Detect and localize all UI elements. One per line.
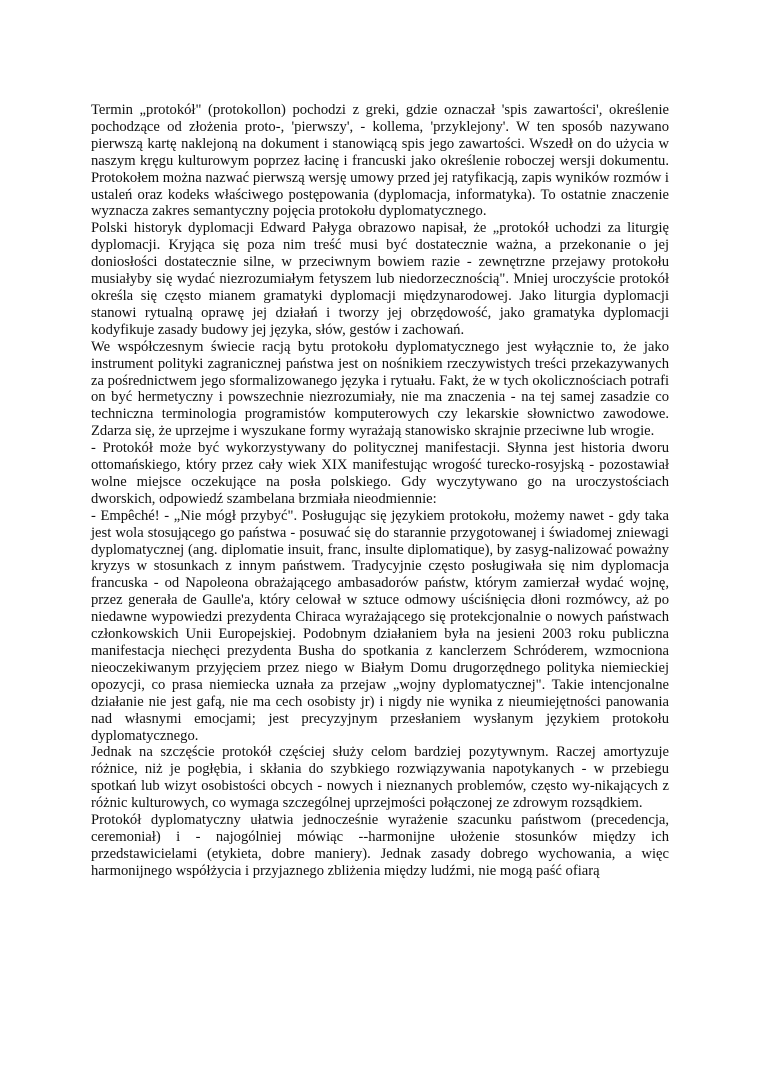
paragraph-palyga-quote: Polski historyk dyplomacji Edward Pałyga obrazowo napisał, że „protokół uchodzi za liturgię dyplomacji. Kryjąca się poza nim treść musi być dostatecznie ważna, a przekonanie o jej doniosłości dostatecznie silne, w przeciwnym bowiem razie - zewnętrzne przejawy protokołu musiałyby się wydać niezrozumiałym fetyszem lub niedorzecznością". Mniej uroczyście protokół określa się często mianem gramatyki dyplomacji międzynarodowej. Jako liturgia dyplomacji stanowi rytualną oprawę jej działań i tworzy jej obrzędowość, jako gramatyka dyplomacji kodyfikuje zasady budowy jej języka, słów, gestów i zachowań. — [91, 220, 669, 338]
paragraph-empeche: - Empêché! - „Nie mógł przybyć". Posługując się językiem protokołu, możemy nawet - gdy taka jest wola stosującego go państwa - posuwać się do starannie przygotowanej i świadomej zniewagi dyplomatycznej (ang. diplomatie insuit, franc, insulte diplomatique), by zasyg-nalizować poważny kryzys w stosunkach z innym państwem. Tradycyjnie często posługiwała się nim dyplomacja francuska - od Napoleona obrażającego ambasadorów państw, którym zamierzał wydać wojnę, przez generała de Gaulle'a, który celował w sztuce odmowy uściśnięcia dłoni rozmówcy, aż po niedawne wypowiedzi prezydenta Chiraca wyrażającego się protekcjonalnie o nowych państwach członkowskich Unii Europejskiej. Podobnym działaniem była na jesieni 2003 roku publiczna manifestacja niechęci prezydenta Busha do spotkania z kanclerzem Schróderem, wzmocniona nieoczekiwanym przyjęciem przez niego w Białym Domu drugorzędnego polityka niemieckiej opozycji, co prasa niemiecka uznała za przejaw „wojny dyplomatycznej". Takie intencjonalne działanie nie jest gafą, nie ma cech osobisty jr) i nigdy nie wynika z nieumiejętności panowania nad własnymi emocjami; jest precyzyjnym przesłaniem wysłanym językiem protokołu dyplomatycznego. — [91, 507, 669, 744]
paragraph-ottoman-court: - Protokół może być wykorzystywany do politycznej manifestacji. Słynna jest historia dworu ottomańskiego, który przez cały wiek XIX manifestując wrogość turecko-rosyjską - pozostawiał wolne miejsce oczekujące na posła polskiego. Gdy wyczytywano go na uroczystościach dworskich, odpowiedź szambelana brzmiała nieodmiennie: — [91, 440, 669, 507]
paragraph-positive-goals: Jednak na szczęście protokół częściej służy celom bardziej pozytywnym. Raczej amortyzuje różnice, niż je pogłębia, i skłania do szybkiego rozwiązywania napotykanych - w przebiegu spotkań lub wizyt osobistości obcych - nowych i nieznanych problemów, często wy-nikających z różnic kulturowych, co wymaga szczególnej uprzejmości połączonej ze zdrowym rozsądkiem. — [91, 744, 669, 812]
paragraph-term-origin: Termin „protokół" (protokollon) pochodzi z greki, gdzie oznaczał 'spis zawartości', określenie pochodzące od złożenia proto-, 'pierwszy', - kollema, 'przyklejony'. W ten sposób nazywano pierwszą kartę naklejoną na dokument i stanowiącą spis jego zawartości. Wszedł on do użycia w naszym kręgu kulturowym poprzez łacinę i francuski jako określenie roboczej wersji dokumentu. Protokołem można nazwać pierwszą wersję umowy przed jej ratyfikacją, zapis wyników rozmów i ustaleń oraz kodeks właściwego postępowania (dyplomacja, informatyka). To ostatnie znaczenie wyznacza zakres semantyczny pojęcia protokołu dyplomatycznego. — [91, 102, 669, 220]
paragraph-respect: Protokół dyplomatyczny ułatwia jednocześnie wyrażenie szacunku państwom (precedencja, ceremoniał) i - najogólniej mówiąc --harmonijne ułożenie stosunków między ich przedstawicielami (etykieta, dobre maniery). Jednak zasady dobrego wychowania, a więc harmonijnego współżycia i przyjaznego zbliżenia między ludźmi, nie mogą paść ofiarą — [91, 812, 669, 879]
paragraph-modern-role: We współczesnym świecie racją bytu protokołu dyplomatycznego jest wyłącznie to, że jako instrument polityki zagranicznej państwa jest on nośnikiem rzeczywistych treści przekazywanych za pośrednictwem jego sformalizowanego języka i rytuału. Fakt, że w tych okolicznościach potrafi on być hermetyczny i powszechnie niezrozumiały, nie ma znaczenia - na tej samej zasadzie co techniczna terminologia programistów komputerowych czy lekarskie słownictwo zawodowe. Zdarza się, że uprzejme i wyszukane formy wyrażają stanowisko skrajnie przeciwne lub wrogie. — [91, 338, 669, 440]
document-body — [91, 102, 669, 880]
